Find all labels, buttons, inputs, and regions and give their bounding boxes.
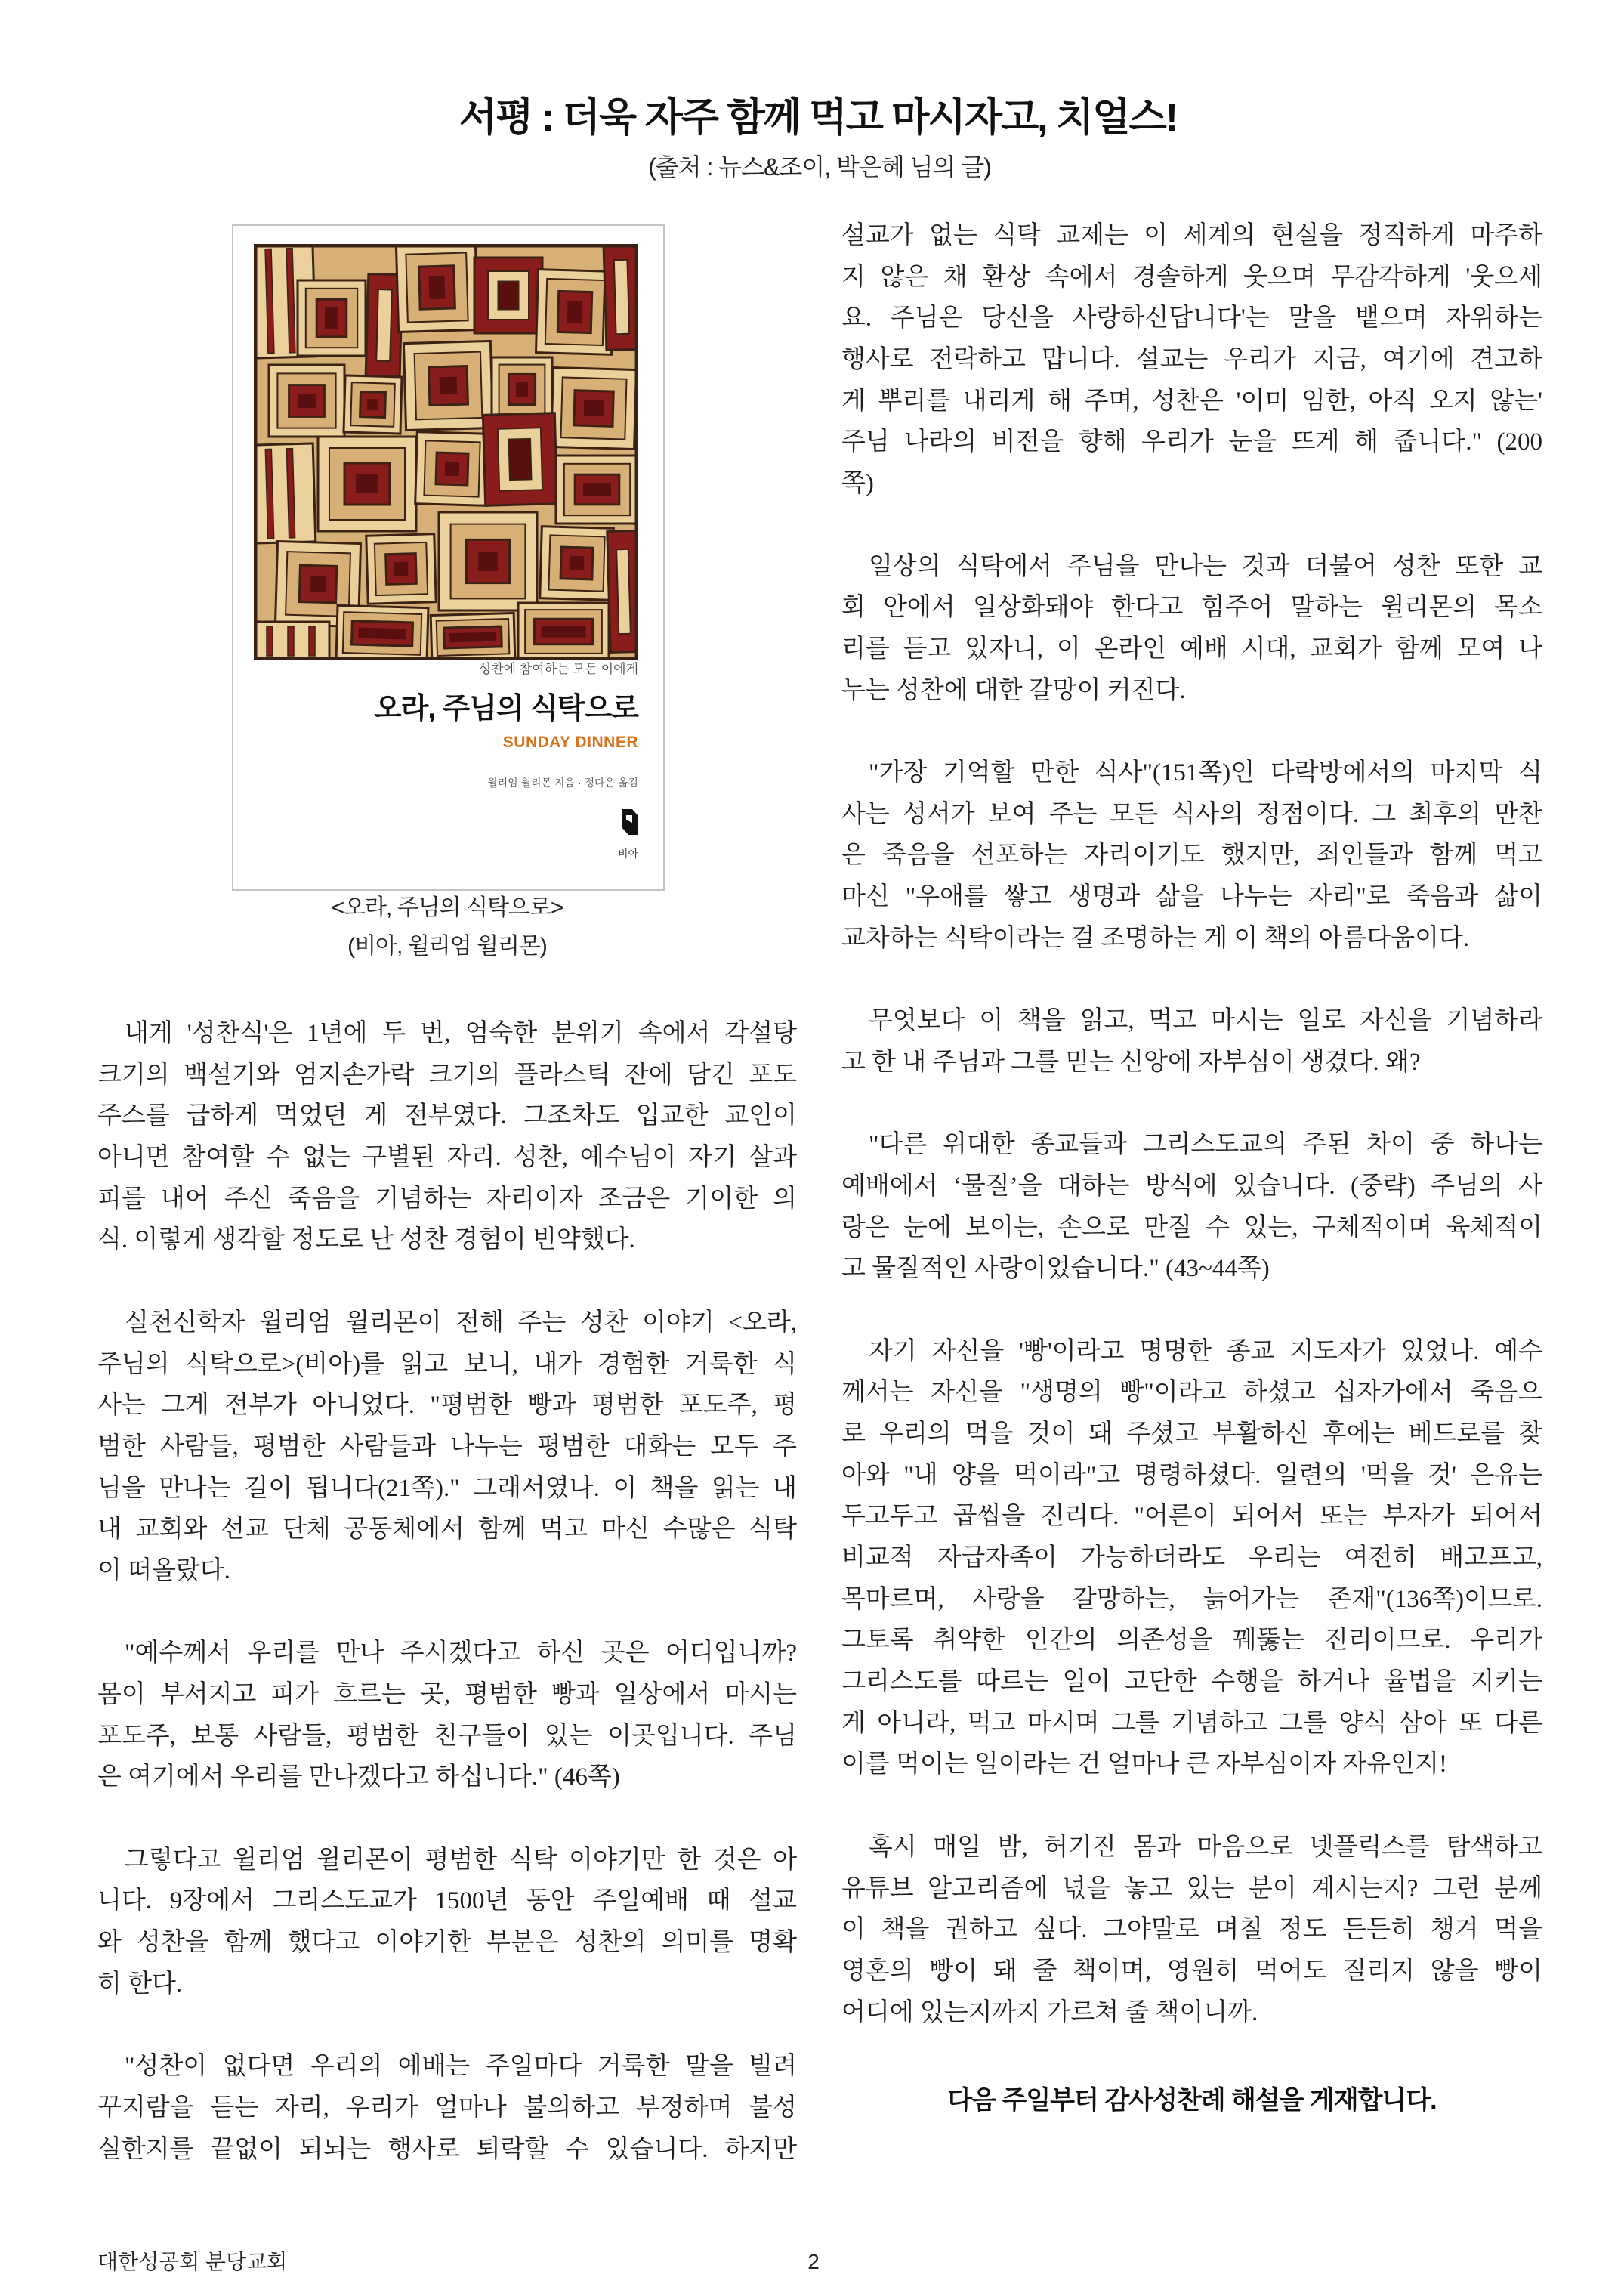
text-line: 비교적 자급자족이 가능하더라도 우리는 여전히 배고프고, [841,1544,1542,1571]
paragraph [97,1013,797,1261]
text-line: 주님의 식탁으로>(비아)를 읽고 보니, 내가 경험한 거룩한 식 [97,1350,797,1378]
paragraph [841,215,1542,505]
text-line: 은 죽음을 선포하는 자리이기도 했지만, 죄인들과 함께 먹고 [841,842,1542,870]
caption-publisher: (비아, 윌리엄 윌리몬) [347,934,547,959]
text-line: 게 뿌리를 내리게 해 주며, 성찬은 '이미 임한, 아직 오지 않는' [841,387,1542,415]
text-line: 그리스도를 따르는 일이 고단한 수행을 하거나 율법을 지키는 [841,1668,1542,1696]
text-line: 내 교회와 선교 단체 공동체에서 함께 먹고 마신 수많은 식탁 [97,1516,797,1544]
cover-tagline: 성찬에 참여하는 모든 이에게 [478,662,638,676]
text-line: 주님 나라의 비전을 향해 우리가 눈을 뜨게 해 줍니다." (200 [841,428,1542,456]
text-line: 포도주, 보통 사람들, 평범한 친구들이 있는 이곳입니다. 주님 [97,1722,797,1750]
paragraph [97,1633,797,1798]
quilt-block [439,512,537,610]
quilt-block [366,534,436,604]
text-line: 누는 성찬에 대한 갈망이 커진다. [841,676,1186,704]
text-line: 지 않은 채 환상 속에서 경솔하게 웃으며 무감각하게 '웃으세 [841,263,1542,291]
text-line: 그토록 취약한 인간의 의존성을 꿰뚫는 진리이므로. 우리가 [841,1627,1542,1655]
quilt-block [344,375,402,434]
text-line: 고 한 내 주님과 그를 믿는 신앙에 자부심이 생겼다. 왜? [841,1048,1421,1076]
cover-title: 오라, 주님의 식탁으로 [373,693,638,725]
quilt-block [396,244,477,332]
paragraph [841,1124,1542,1290]
text-line: 랑은 눈에 보이는, 손으로 만질 수 있는, 구체적이며 육체적이 [841,1213,1542,1241]
paragraph [841,1000,1542,1083]
quilt-block [415,432,489,506]
text-line: 일상의 식탁에서 주님을 만나는 것과 더불어 성찬 또한 교 [869,552,1542,580]
text-line: 무엇보다 이 책을 읽고, 먹고 마시는 일로 자신을 기념하라 [869,1007,1542,1035]
caption-title: <오라, 주님의 식탁으로> [331,895,563,920]
text-line: 내게 '성찬식'은 1년에 두 번, 엄숙한 분위기 속에서 각설탕 [125,1020,797,1047]
quilt-block [269,365,344,437]
paragraph [97,1840,797,2005]
text-line: 식. 이렇게 생각할 정도로 난 성찬 경험이 빈약했다. [97,1226,635,1254]
quilt-block [604,244,638,351]
left-column [97,1013,797,2211]
text-line: 요. 주님은 당신을 사랑하신답니다'는 말을 뱉으며 자위하는 [841,304,1542,332]
quilt-block [254,622,329,660]
text-line: 아와 "내 양을 먹이라"고 명령하셨다. 일련의 '먹을 것' 은유는 [841,1461,1542,1489]
text-line: 주스를 급하게 먹었던 게 전부였다. 그조차도 입교한 교인이 [97,1102,797,1130]
text-line: 어디에 있는지까지 가르쳐 줄 책이니까. [841,1998,1258,2026]
article-source: (출처 : 뉴스&조이, 박은혜 님의 글) [648,153,991,181]
paragraph [841,1827,1542,2033]
quilt-block [536,270,613,355]
paragraph [841,546,1542,712]
cover-art [254,244,638,660]
text-line: 두고두고 곱씹을 진리다. "어른이 되어서 또는 부자가 되어서 [841,1503,1542,1531]
text-line: 예배에서 ‘물질’을 대하는 방식에 있습니다. (중략) 주님의 사 [841,1172,1542,1200]
paragraph [841,1331,1542,1786]
text-line: 와 성찬을 함께 했다고 이야기한 부분은 성찬의 의미를 명확 [97,1929,797,1957]
quilt-block [551,367,637,449]
quilt-block [298,280,366,356]
quilt-block [518,603,609,660]
quilt-block [403,341,492,430]
text-line: 고 물질적인 사랑이었습니다." (43~44쪽) [841,1255,1270,1283]
cover-credits: 윌리엄 윌리몬 지음 · 정다운 옮김 [487,777,638,789]
text-line: 이 떠올랐다. [97,1556,230,1584]
cover-publisher: 비아 [617,848,638,860]
footer-church-name: 대한성공회 분당교회 [97,2250,288,2273]
quilt-block [431,613,515,660]
quilt-block [474,258,542,333]
cover-subtitle-en: SUNDAY DINNER [502,734,638,751]
text-line: 께서는 자신을 "생명의 빵"이라고 하셨고 십자가에서 죽음으 [841,1379,1542,1407]
text-line: 은 여기에서 우리를 만나겠다고 하십니다." (46쪽) [97,1763,620,1791]
text-line: 사는 그게 전부가 아니었다. "평범한 빵과 평범한 포도주, 평 [97,1392,797,1420]
quilt-block [492,357,552,422]
paragraph [97,1303,797,1592]
text-line: 피를 내어 주신 죽음을 기념하는 자리이자 조금은 기이한 의 [97,1185,797,1213]
quilt-block [254,443,316,543]
text-line: 아니면 참여할 수 없는 구별된 자리. 성찬, 예수님이 자기 살과 [97,1144,797,1172]
article-title: 서평 : 더욱 자주 함께 먹고 마시자고, 치얼스! [458,96,1178,140]
text-line: 이 책을 권하고 싶다. 그야말로 며칠 정도 든든히 챙겨 먹을 [841,1916,1542,1944]
quilt-block [483,413,557,506]
text-line: 교차하는 식탁이라는 걸 조명하는 게 이 책의 아름다움이다. [841,924,1470,952]
notice: 다음 주일부터 감사성찬례 해설을 게재합니다. [947,2086,1437,2115]
text-line: 영혼의 빵이 돼 줄 책이며, 영원히 먹어도 질리지 않을 빵이 [841,1957,1542,1985]
text-line: 몸이 부서지고 피가 흐르는 곳, 평범한 빵과 일상에서 마시는 [97,1681,797,1708]
text-line: 범한 사람들, 평범한 사람들과 나누는 평범한 대화는 모두 주 [97,1432,797,1460]
right-column [841,215,1542,2075]
text-line: 게 아니라, 먹고 마시며 그를 기념하고 그를 양식 삼아 또 다른 [841,1709,1542,1737]
text-line: 설교가 없는 식탁 교제는 이 세계의 현실을 정직하게 마주하 [841,222,1542,249]
text-line: 실한지를 끝없이 되뇌는 행사로 퇴락할 수 있습니다. 하지만 [97,2135,797,2163]
text-line: "다른 위대한 종교들과 그리스도교의 주된 차이 중 하나는 [869,1131,1542,1159]
text-line: 실천신학자 윌리엄 윌리몬이 전해 주는 성찬 이야기 <오라, [125,1309,797,1337]
page-number: 2 [807,2250,820,2273]
paragraph [97,2046,797,2170]
text-line: 혹시 매일 밤, 허기진 몸과 마음으로 넷플릭스를 탐색하고 [869,1833,1542,1861]
text-line: "예수께서 우리를 만나 주시겠다고 하신 곳은 어디입니까? [125,1639,797,1667]
text-line: 유튜브 알고리즘에 넋을 놓고 있는 분이 계시는지? 그런 분께 [841,1874,1542,1902]
text-line: 쪽) [841,470,874,498]
text-line: "성찬이 없다면 우리의 예배는 주일마다 거룩한 말을 빌려 [125,2053,797,2081]
text-line: "가장 기억할 만한 식사"(151쪽)인 다락방에서의 마지막 식 [869,759,1542,786]
text-line: 히 한다. [97,1970,183,1998]
text-line: 리를 듣고 있자니, 이 온라인 예배 시대, 교회가 함께 모여 나 [841,635,1542,663]
text-line: 회 안에서 일상화돼야 한다고 힘주어 말하는 윌리몬의 목소 [841,594,1542,622]
text-line: 니다. 9장에서 그리스도교가 1500년 동안 주일예배 때 설교 [97,1887,797,1915]
quilt-block [607,530,638,652]
book-cover [232,224,665,891]
text-line: 꾸지람을 듣는 자리, 우리가 얼마나 불의하고 부정하며 불성 [97,2094,797,2121]
text-line: 자기 자신을 '빵'이라고 명명한 종교 지도자가 있었나. 예수 [869,1337,1542,1365]
paragraph [841,752,1542,959]
text-line: 행사로 전락하고 맙니다. 설교는 우리가 지금, 여기에 견고하 [841,346,1542,374]
text-line: 그렇다고 윌리엄 윌리몬이 평범한 식탁 이야기만 한 것은 아 [125,1846,797,1874]
text-line: 사는 성서가 보여 주는 모든 식사의 정점이다. 그 최후의 만찬 [841,800,1542,828]
quilt-block [540,527,614,601]
publisher-logo-icon [622,809,638,835]
quilt-block [318,437,416,531]
quilt-block [336,605,428,660]
text-line: 크기의 백설기와 엄지손가락 크기의 플라스틱 잔에 담긴 포도 [97,1061,797,1089]
text-line: 마신 "우애를 쌓고 생명과 삶을 나누는 자리"로 죽음과 삶이 [841,883,1542,910]
text-line: 님을 만나는 길이 됩니다(21쪽)." 그래서였나. 이 책을 읽는 내 [97,1474,797,1502]
text-line: 목마르며, 사랑을 갈망하는, 늙어가는 존재"(136쪽)이므로. [841,1585,1542,1613]
text-line: 이를 먹이는 일이라는 건 얼마나 큰 자부심이자 자유인지! [841,1751,1447,1778]
text-line: 로 우리의 먹을 것이 돼 주셨고 부활하신 후에는 베드로를 찾 [841,1420,1542,1448]
quilt-block [556,456,638,524]
